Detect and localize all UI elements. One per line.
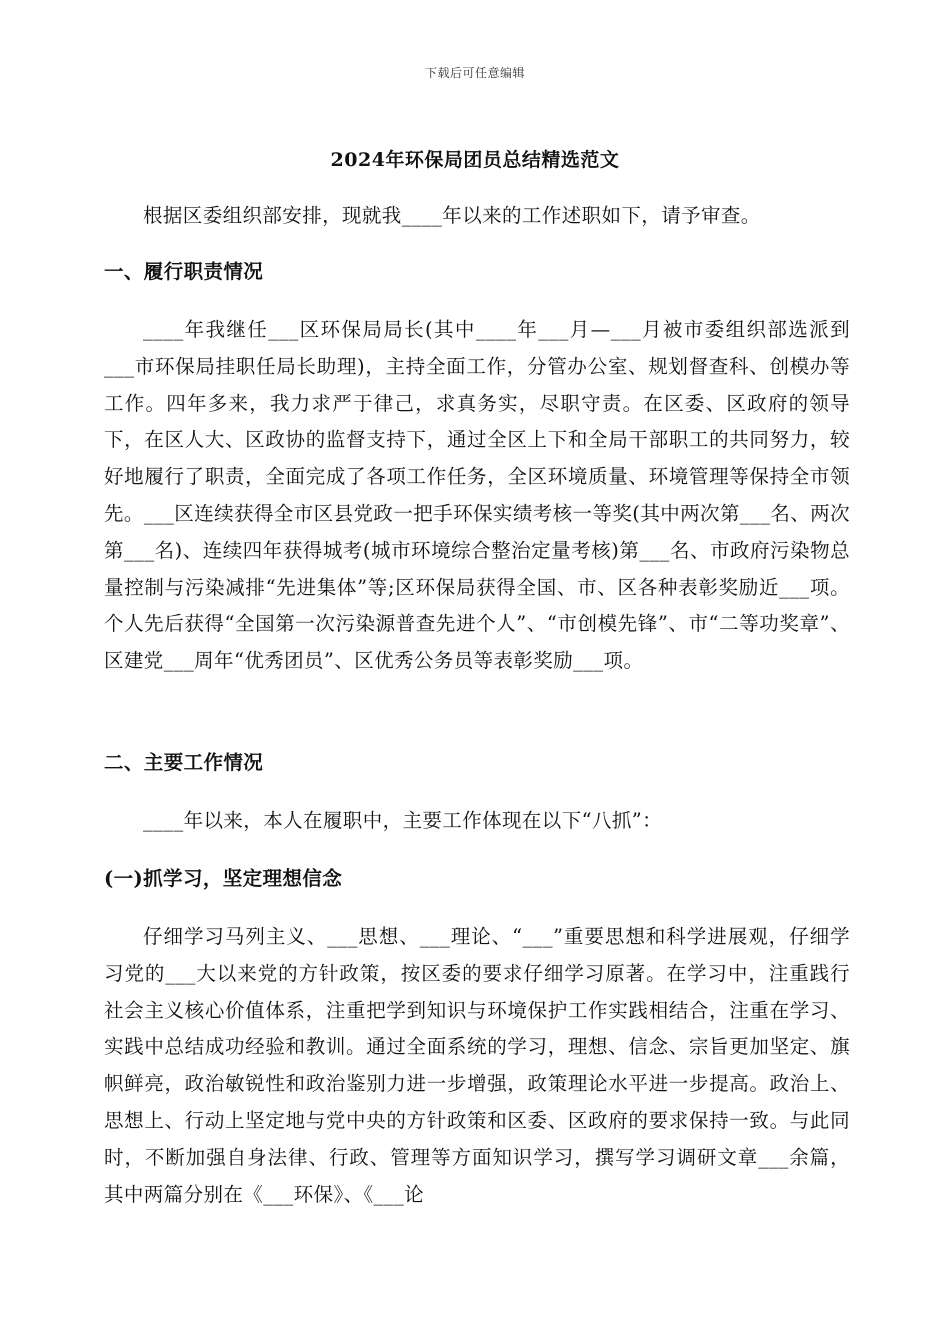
- section2-intro-paragraph: ____年以来，本人在履职中，主要工作体现在以下“八抓”：: [143, 809, 663, 832]
- section2-heading: 二、主要工作情况: [104, 751, 264, 774]
- subsection1-heading-block: [104, 861, 850, 898]
- section1-body-block: [104, 312, 850, 680]
- subsection1-body-block: [104, 919, 850, 1213]
- header-note: 下载后可任意编辑: [424, 66, 525, 80]
- section1-heading-block: [104, 254, 850, 291]
- intro-paragraph: 根据区委组织部安排，现就我____年以来的工作述职如下，请予审查。: [143, 204, 761, 227]
- section2-heading-block: [104, 745, 850, 782]
- subsection1-paragraph: 仔细学习马列主义、___思想、___理论、“___”重要思想和科学进展观，仔细学习党的___大以来党的方针政策，按区委的要求仔细学习原著。在学习中，注重践行社会主义核心价值体系，注重把学到知识与环境保护工作实践相结合，注重在学习、实践中总结成功经验和教训。通过全面系统的学习，理想、信念、宗旨更加坚定、旗帜鲜亮，政治敏锐性和政治鉴别力进一步增强，政策理论水平进一步提高。政治上、思想上、行动上坚定地与党中央的方针政策和区委、区政府的要求保持一致。与此同时，不断加强自身法律、行政、管理等方面知识学习，撰写学习调研文章___余篇，其中两篇分别在《___环保》、《___论: [104, 925, 850, 1206]
- subsection1-heading: (一)抓学习，坚定理想信念: [104, 867, 343, 890]
- section2-intro-block: [104, 803, 850, 840]
- document-title: 2024年环保局团员总结精选范文: [330, 149, 620, 171]
- intro-block: [104, 198, 850, 235]
- section1-paragraph: ____年我继任___区环保局局长(其中____年___月—___月被市委组织部选派到___市环保局挂职任局长助理)，主持全面工作，分管办公室、规划督查科、创模办等工作。四年多来，我力求严于律己，求真务实，尽职守责。在区委、区政府的领导下，在区人大、区政协的监督支持下，通过全区上下和全局干部职工的共同努力，较好地履行了职责，全面完成了各项工作任务，全区环境质量、环境管理等保持全市领先。___区连续获得全市区县党政一把手环保实绩考核一等奖(其中两次第___名、两次第___名)、连续四年获得城考(城市环境综合整治定量考核)第___名、市政府污染物总量控制与污染减排“先进集体”等;区环保局获得全国、市、区各种表彰奖励近___项。个人先后获得“全国第一次污染源普查先进个人”、“市创模先锋”、市“二等功奖章”、区建党___周年“优秀团员”、区优秀公务员等表彰奖励___项。: [104, 318, 850, 673]
- section1-heading: 一、履行职责情况: [104, 260, 264, 283]
